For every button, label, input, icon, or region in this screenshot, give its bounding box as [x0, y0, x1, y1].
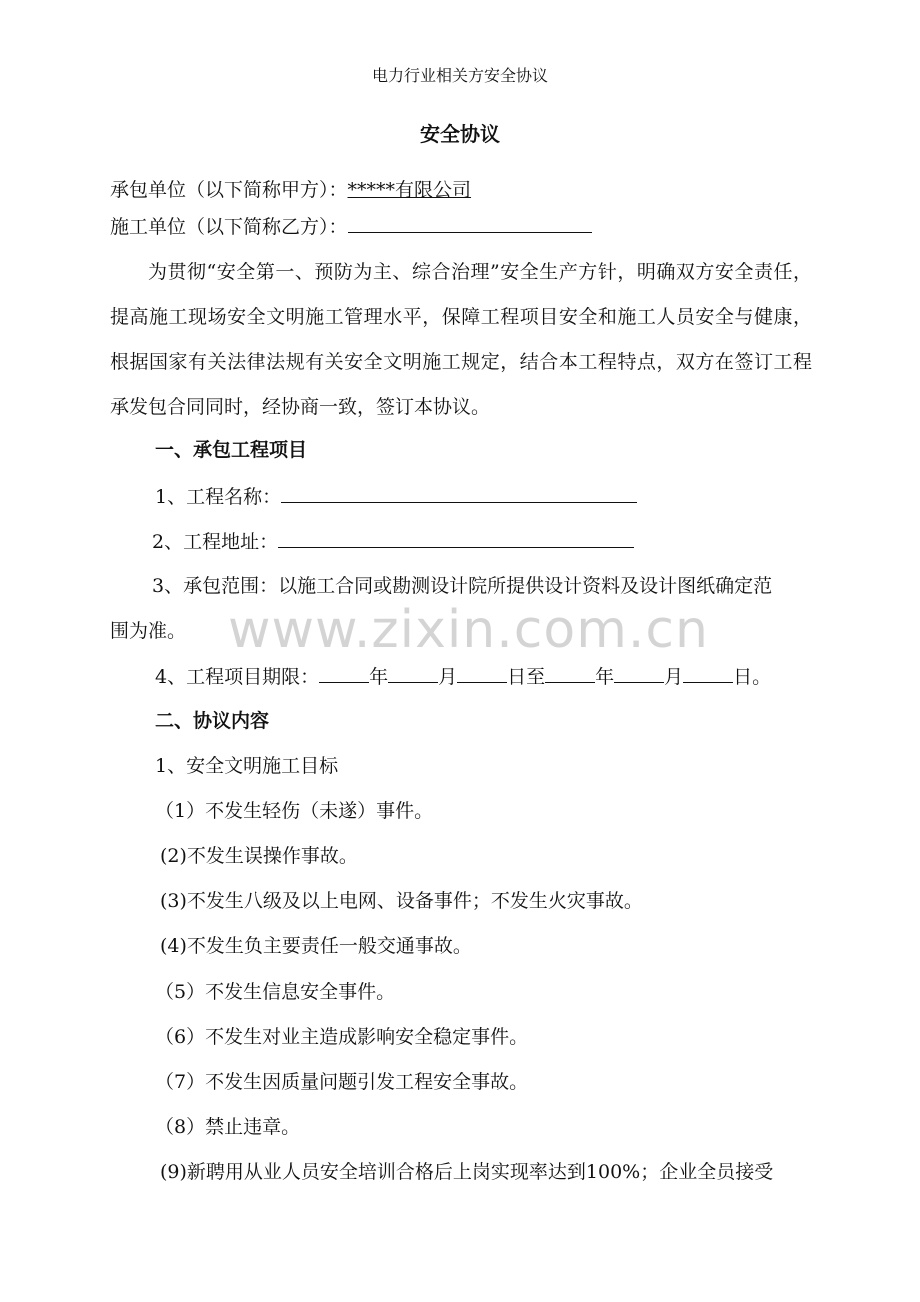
start-year-blank — [319, 662, 369, 683]
goal-item: （7）不发生因质量问题引发工程安全事故。 — [155, 1071, 529, 1093]
goal-item: （5）不发生信息安全事件。 — [155, 981, 396, 1003]
goal-subheading: 1、安全文明施工目标 — [155, 755, 339, 777]
start-day-blank — [457, 662, 507, 683]
term-label: 4、工程项目期限： — [155, 666, 320, 688]
goal-item: （6）不发生对业主造成影响安全稳定事件。 — [155, 1026, 529, 1048]
end-day-blank — [683, 662, 733, 683]
goal-item: (2)不发生误操作事故。 — [160, 845, 358, 867]
section1-heading: 一、承包工程项目 — [155, 439, 308, 461]
end-month-blank — [614, 662, 664, 683]
party-b-line — [110, 212, 592, 241]
intro-paragraph: 为贯彻“安全第一、预防为主、综合治理”安全生产方针，明确双方安全责任，提高施工现场安全文明施工管理水平，保障工程项目安全和施工人员安全与健康，根据国家有关法律法规有关安全文明施工规定，结合本工程特点，双方在签订工程承发包合同同时，经协商一致，签订本协议。 — [110, 261, 812, 418]
start-month-blank — [388, 662, 438, 683]
day-end-label: 日。 — [733, 666, 772, 688]
goal-item: (9)新聘用从业人员安全培训合格后上岗实现率达到100%；企业全员接受 — [160, 1161, 774, 1183]
page-header: 电力行业相关方安全协议 — [371, 66, 548, 85]
scope-line-2: 围为准。 — [110, 620, 187, 642]
day-to-label: 日至 — [507, 666, 546, 688]
party-a-line — [110, 176, 471, 204]
goal-item: (4)不发生负主要责任一般交通事故。 — [160, 935, 472, 957]
project-name-label: 1、工程名称： — [155, 486, 282, 508]
scope-line-1: 3、承包范围：以施工合同或勘测设计院所提供设计资料及设计图纸确定范 — [152, 575, 773, 597]
year2-label: 年 — [595, 666, 615, 688]
watermark: www.zixin.com.cn — [228, 600, 709, 660]
project-address-blank — [278, 527, 634, 548]
month2-label: 月 — [664, 666, 684, 688]
end-year-blank — [545, 662, 595, 683]
project-name-line — [155, 482, 637, 511]
year-label: 年 — [369, 666, 389, 688]
goal-item: （1）不发生轻伤（未遂）事件。 — [155, 800, 434, 822]
party-b-blank — [348, 212, 592, 233]
party-a-value: *****有限公司 — [347, 179, 472, 201]
document-title: 安全协议 — [420, 122, 500, 146]
project-address-label: 2、工程地址： — [152, 531, 279, 553]
goal-item: （8）禁止违章。 — [155, 1116, 301, 1138]
party-b-label: 施工单位（以下简称乙方）： — [110, 216, 348, 238]
party-a-label: 承包单位（以下简称甲方）： — [110, 179, 348, 201]
project-name-blank — [281, 482, 637, 503]
goal-item: (3)不发生八级及以上电网、设备事件；不发生火灾事故。 — [160, 890, 643, 912]
project-address-line — [152, 527, 634, 556]
term-line — [155, 662, 771, 691]
section2-heading: 二、协议内容 — [155, 710, 270, 732]
month-label: 月 — [438, 666, 458, 688]
